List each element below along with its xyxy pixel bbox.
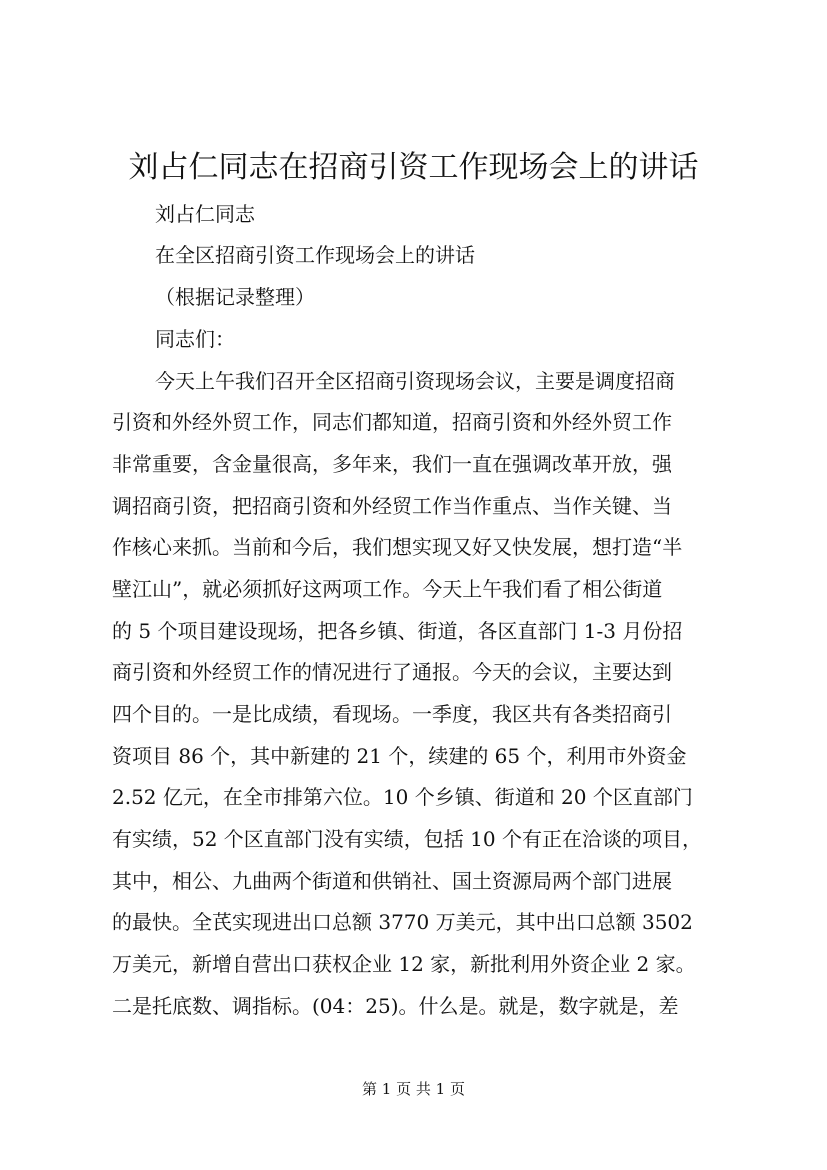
body-line: 二是托底数、调指标。(04：25)。什么是。就是，数字就是，差: [112, 994, 679, 1018]
note-line: （根据记录整理）: [155, 285, 315, 309]
body-line: 非常重要，含金量很高，多年来，我们一直在强调改革开放，强: [112, 452, 672, 476]
body-line: 商引资和外经贸工作的情况进行了通报。今天的会议，主要达到: [112, 660, 672, 684]
body-line: 2.52 亿元，在全市排第六位。10 个乡镇、街道和 20 个区直部门: [112, 785, 693, 809]
page-footer: 第 1 页 共 1 页: [362, 1080, 465, 1098]
body-line: 有实绩，52 个区直部门没有实绩，包括 10 个有正在洽谈的项目，: [112, 827, 702, 851]
body-line: 万美元，新增自营出口获权企业 12 家，新批利用外资企业 2 家。: [112, 952, 696, 976]
page-title: 刘占仁同志在招商引资工作现场会上的讲话: [128, 150, 699, 185]
body-line: 其中，相公、九曲两个街道和供销社、国土资源局两个部门进展: [112, 869, 672, 893]
body-line: 作核心来抓。当前和今后，我们想实现又好又快发展，想打造“半: [112, 535, 683, 559]
body-line: 引资和外经外贸工作，同志们都知道，招商引资和外经外贸工作: [112, 410, 672, 434]
salutation-line: 同志们：: [155, 327, 235, 351]
subtitle-line: 在全区招商引资工作现场会上的讲话: [155, 243, 475, 267]
body-line: 壁江山”，就必须抓好这两项工作。今天上午我们看了相公街道: [112, 577, 663, 601]
body-line: 调招商引资，把招商引资和外经贸工作当作重点、当作关键、当: [112, 494, 672, 518]
body-line: 的 5 个项目建设现场，把各乡镇、街道，各区直部门 1-3 月份招: [112, 619, 683, 643]
body-line: 资项目 86 个，其中新建的 21 个，续建的 65 个，利用市外资金: [112, 744, 687, 768]
body-line: 的最快。全芪实现进出口总额 3770 万美元，其中出口总额 3502: [112, 910, 693, 934]
body-line: 四个目的。一是比成绩，看现场。一季度，我区共有各类招商引: [112, 702, 672, 726]
speaker-line: 刘占仁同志: [155, 202, 255, 226]
body-line: 今天上午我们召开全区招商引资现场会议，主要是调度招商: [155, 369, 675, 393]
